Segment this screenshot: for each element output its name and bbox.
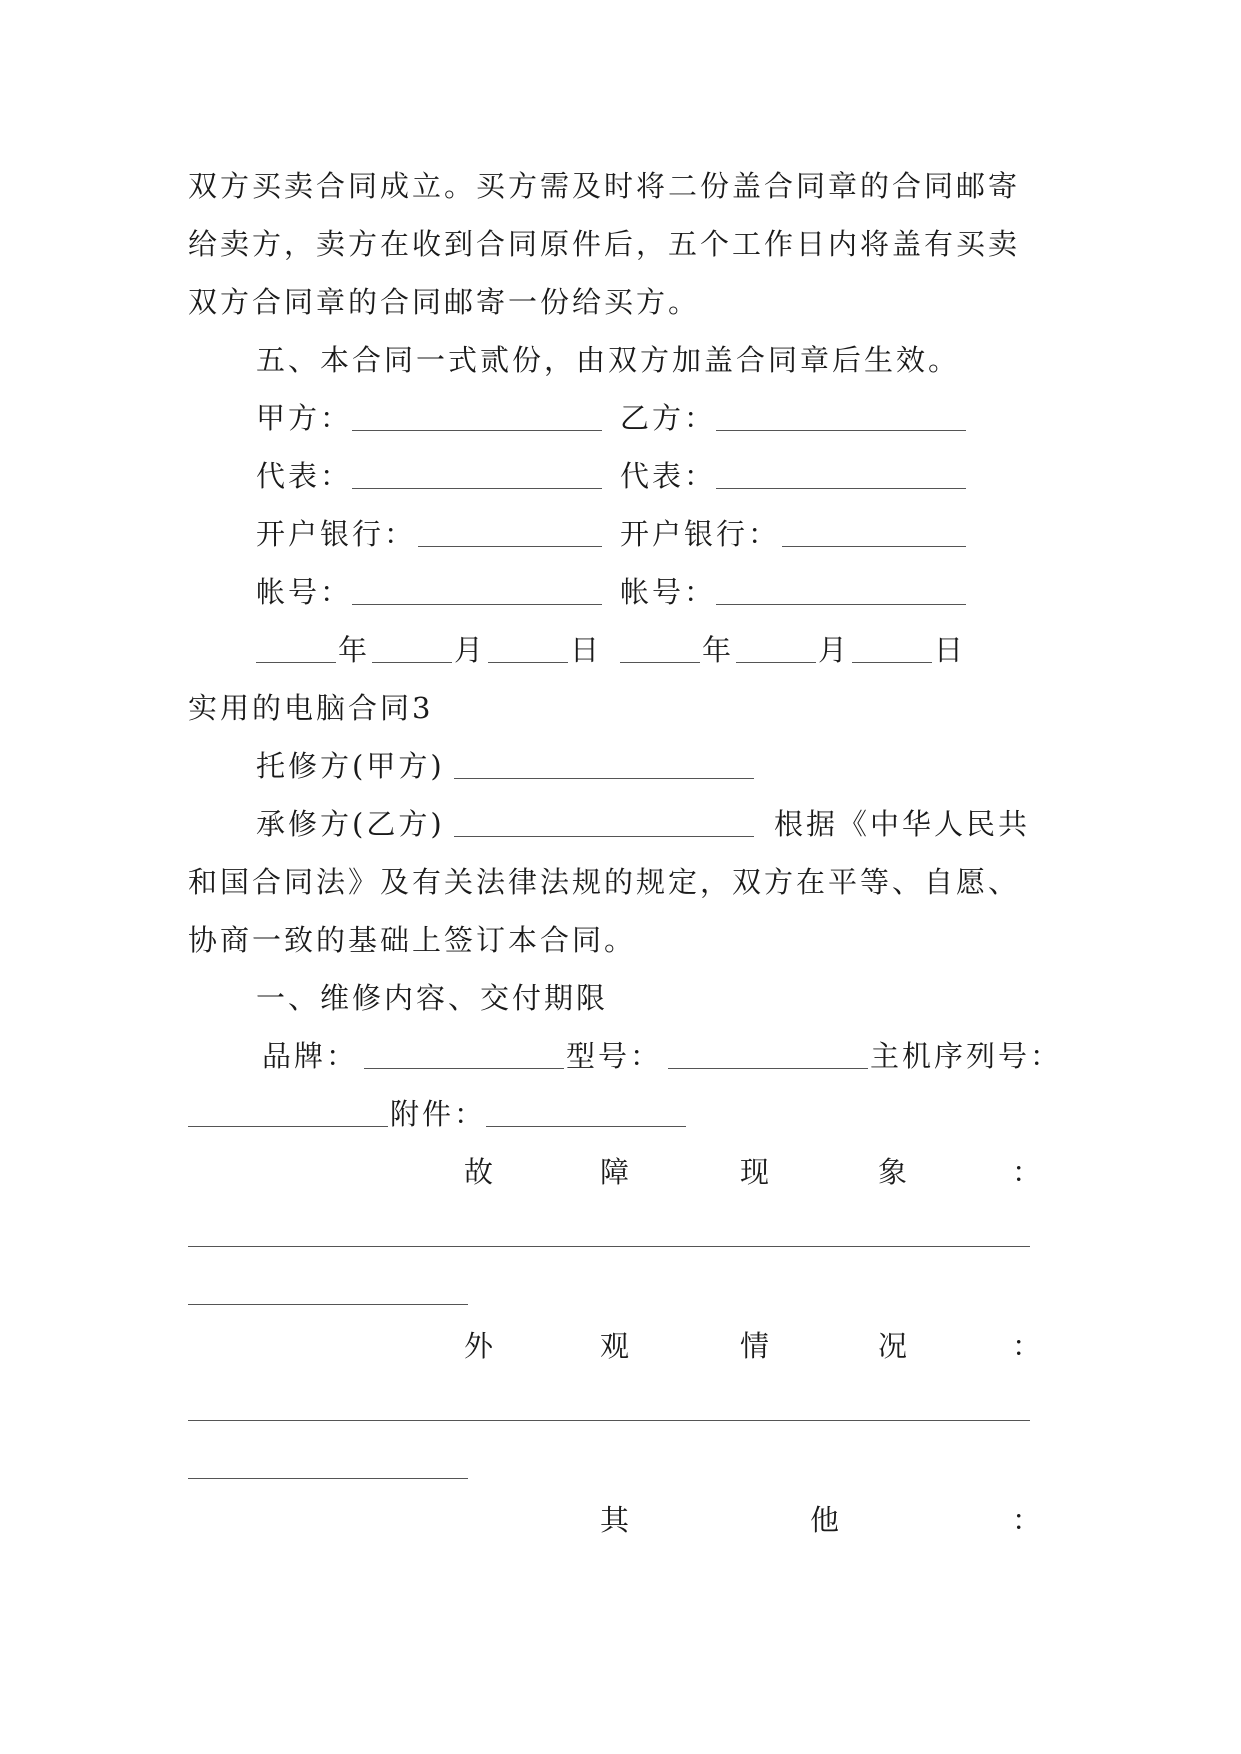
- model-label: 型号：: [566, 1039, 663, 1073]
- date-a-day-blank: [488, 662, 568, 663]
- fault-char: 故: [464, 1155, 494, 1189]
- party-b-blank: [716, 430, 966, 431]
- paragraph-line: 和国合同法》及有关法律法规的规定，双方在平等、自愿、: [188, 865, 1021, 899]
- fault-colon: ：: [1012, 1155, 1042, 1189]
- party-a-label: 甲方：: [256, 401, 353, 435]
- bank-a-blank: [418, 546, 602, 547]
- appearance-blank-line: [188, 1420, 1030, 1421]
- rep-b-blank: [716, 488, 966, 489]
- fault-blank-line: [188, 1246, 1030, 1247]
- paragraph-line: 给卖方，卖方在收到合同原件后，五个工作日内将盖有买卖: [188, 227, 1021, 261]
- appearance-char: 况: [878, 1329, 908, 1363]
- rep-a-label: 代表：: [256, 459, 353, 493]
- other-char: 其: [600, 1503, 630, 1537]
- contractor-blank: [454, 836, 754, 837]
- fault-blank-line: [188, 1304, 468, 1305]
- accessory-blank: [486, 1126, 686, 1127]
- paragraph-line: 五、本合同一式贰份，由双方加盖合同章后生效。: [256, 343, 961, 377]
- acct-b-label: 帐号：: [620, 575, 717, 609]
- date-a-year-blank: [256, 662, 336, 663]
- serial-blank: [188, 1126, 388, 1127]
- paragraph-line: 双方合同章的合同邮寄一份给买方。: [188, 285, 701, 319]
- bank-a-label: 开户银行：: [256, 517, 417, 551]
- acct-b-blank: [716, 604, 966, 605]
- clause-heading: 一、维修内容、交付期限: [256, 981, 609, 1015]
- client-blank: [454, 778, 754, 779]
- date-b-day-blank: [852, 662, 932, 663]
- other-char: 他: [810, 1503, 840, 1537]
- fault-char: 象: [878, 1155, 908, 1189]
- date-b-year: 年: [702, 633, 735, 667]
- brand-blank: [364, 1068, 564, 1069]
- paragraph-line: 双方买卖合同成立。买方需及时将二份盖合同章的合同邮寄: [188, 169, 1021, 203]
- fault-char: 现: [740, 1155, 770, 1189]
- party-b-label: 乙方：: [620, 401, 717, 435]
- date-b-month: 月: [818, 633, 851, 667]
- accessory-label: 附件：: [390, 1097, 487, 1131]
- appearance-char: 外: [464, 1329, 494, 1363]
- model-blank: [668, 1068, 868, 1069]
- appearance-colon: ：: [1012, 1329, 1042, 1363]
- acct-a-label: 帐号：: [256, 575, 353, 609]
- fault-char: 障: [600, 1155, 630, 1189]
- rep-a-blank: [352, 488, 602, 489]
- date-b-year-blank: [620, 662, 700, 663]
- date-a-year: 年: [338, 633, 371, 667]
- other-colon: ：: [1012, 1503, 1042, 1537]
- serial-label: 主机序列号：: [870, 1039, 1063, 1073]
- bank-b-label: 开户银行：: [620, 517, 781, 551]
- date-a-month: 月: [454, 633, 487, 667]
- acct-a-blank: [352, 604, 602, 605]
- brand-label: 品牌：: [262, 1039, 359, 1073]
- appearance-blank-line: [188, 1478, 468, 1479]
- contractor-label: 承修方(乙方): [256, 807, 445, 841]
- date-a-day: 日: [570, 633, 603, 667]
- according-text: 根据《中华人民共: [774, 807, 1031, 841]
- paragraph-line: 协商一致的基础上签订本合同。: [188, 923, 637, 957]
- section-title: 实用的电脑合同3: [188, 691, 434, 725]
- appearance-char: 观: [600, 1329, 630, 1363]
- date-a-month-blank: [372, 662, 452, 663]
- date-b-month-blank: [736, 662, 816, 663]
- date-b-day: 日: [934, 633, 967, 667]
- bank-b-blank: [782, 546, 966, 547]
- client-label: 托修方(甲方): [256, 749, 445, 783]
- appearance-char: 情: [740, 1329, 770, 1363]
- rep-b-label: 代表：: [620, 459, 717, 493]
- party-a-blank: [352, 430, 602, 431]
